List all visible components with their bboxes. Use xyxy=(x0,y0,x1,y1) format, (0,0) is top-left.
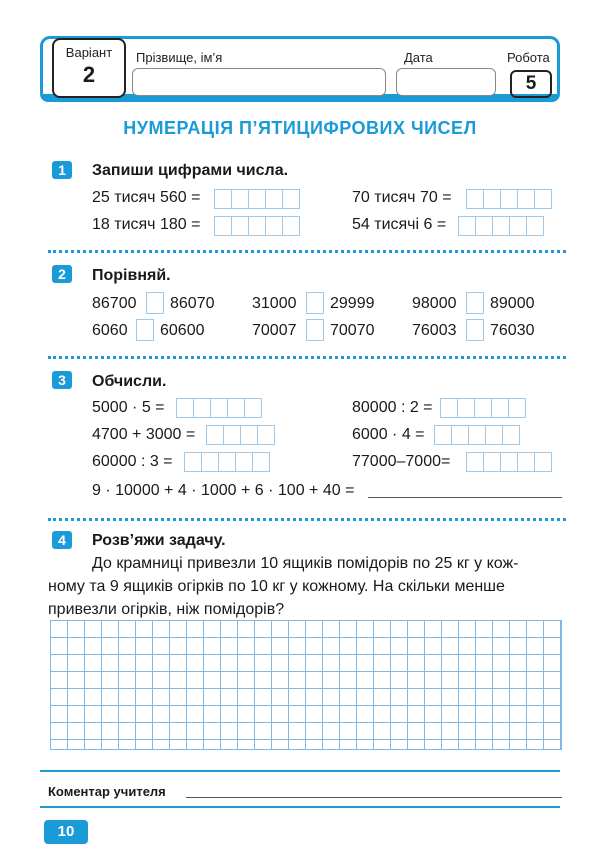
task4-text-line: ному та 9 ящиків огірків по 10 кг у кожному. На скільки менше xyxy=(48,578,505,595)
date-label: Дата xyxy=(404,50,433,65)
answer-cells[interactable] xyxy=(440,398,526,418)
task1-item: 70 тисяч 70 = xyxy=(352,189,452,206)
divider xyxy=(48,250,566,253)
task1-item: 54 тисячі 6 = xyxy=(352,216,447,233)
compare-right: 60600 xyxy=(160,322,205,339)
compare-left: 70007 xyxy=(252,322,297,339)
compare-box[interactable] xyxy=(466,319,484,341)
divider xyxy=(48,356,566,359)
answer-cells[interactable] xyxy=(176,398,262,418)
task1-item: 25 тисяч 560 = xyxy=(92,189,201,206)
divider xyxy=(48,518,566,521)
teacher-comment-label: Коментар учителя xyxy=(48,784,166,799)
task3-item: 80000 : 2 = xyxy=(352,399,433,416)
answer-cells[interactable] xyxy=(214,189,300,209)
answer-cells[interactable] xyxy=(466,189,552,209)
answer-cells[interactable] xyxy=(466,452,552,472)
variant-box xyxy=(52,38,126,98)
task4-heading: Розв’яжи задачу. xyxy=(92,532,226,549)
task2-number: 2 xyxy=(52,265,72,283)
work-label: Робота xyxy=(507,50,550,65)
task2-heading: Порівняй. xyxy=(92,267,171,284)
compare-left: 76003 xyxy=(412,322,457,339)
page-number: 10 xyxy=(44,820,88,844)
teacher-comment-line[interactable] xyxy=(186,797,562,798)
variant-number: 2 xyxy=(82,62,96,87)
answer-cells[interactable] xyxy=(458,216,544,236)
variant-label: Варіант xyxy=(65,45,113,60)
task1-item: 18 тисяч 180 = xyxy=(92,216,201,233)
task3-item: 4700 + 3000 = xyxy=(92,426,196,443)
task3-heading: Обчисли. xyxy=(92,373,167,390)
compare-left: 98000 xyxy=(412,295,457,312)
name-field[interactable] xyxy=(132,68,386,96)
task1-number: 1 xyxy=(52,161,72,179)
task3-long-expression: 9 · 10000 + 4 · 1000 + 6 · 100 + 40 = xyxy=(92,482,355,499)
task1-heading: Запиши цифрами числа. xyxy=(92,162,289,179)
task3-item: 60000 : 3 = xyxy=(92,453,173,470)
date-field[interactable] xyxy=(396,68,496,96)
answer-line[interactable] xyxy=(368,497,562,498)
compare-box[interactable] xyxy=(306,292,324,314)
compare-left: 86700 xyxy=(92,295,137,312)
task3-item: 5000 · 5 = xyxy=(92,399,165,416)
task4-text-line: привезли огірків, ніж помідорів? xyxy=(48,601,285,618)
compare-left: 31000 xyxy=(252,295,297,312)
task3-item: 77000–7000= xyxy=(352,453,451,470)
answer-cells[interactable] xyxy=(434,425,520,445)
task3-number: 3 xyxy=(52,371,72,389)
compare-box[interactable] xyxy=(146,292,164,314)
task4-text-line: До крамниці привезли 10 ящиків помідорів по 25 кг у кож- xyxy=(92,555,519,572)
work-number: 5 xyxy=(510,70,552,98)
answer-cells[interactable] xyxy=(206,425,275,445)
compare-box[interactable] xyxy=(306,319,324,341)
name-label: Прізвище, ім’я xyxy=(136,50,223,65)
compare-right: 29999 xyxy=(330,295,375,312)
page-title: НУМЕРАЦІЯ П’ЯТИЦИФРОВИХ ЧИСЕЛ xyxy=(123,118,477,138)
solution-grid[interactable] xyxy=(50,620,562,750)
answer-cells[interactable] xyxy=(214,216,300,236)
comment-bottom-line xyxy=(40,806,560,808)
answer-cells[interactable] xyxy=(184,452,270,472)
task4-number: 4 xyxy=(52,531,72,549)
compare-right: 76030 xyxy=(490,322,535,339)
compare-right: 70070 xyxy=(330,322,375,339)
compare-box[interactable] xyxy=(136,319,154,341)
compare-left: 6060 xyxy=(92,322,128,339)
compare-right: 89000 xyxy=(490,295,535,312)
compare-right: 86070 xyxy=(170,295,215,312)
compare-box[interactable] xyxy=(466,292,484,314)
task3-item: 6000 · 4 = xyxy=(352,426,425,443)
comment-top-line xyxy=(40,770,560,772)
